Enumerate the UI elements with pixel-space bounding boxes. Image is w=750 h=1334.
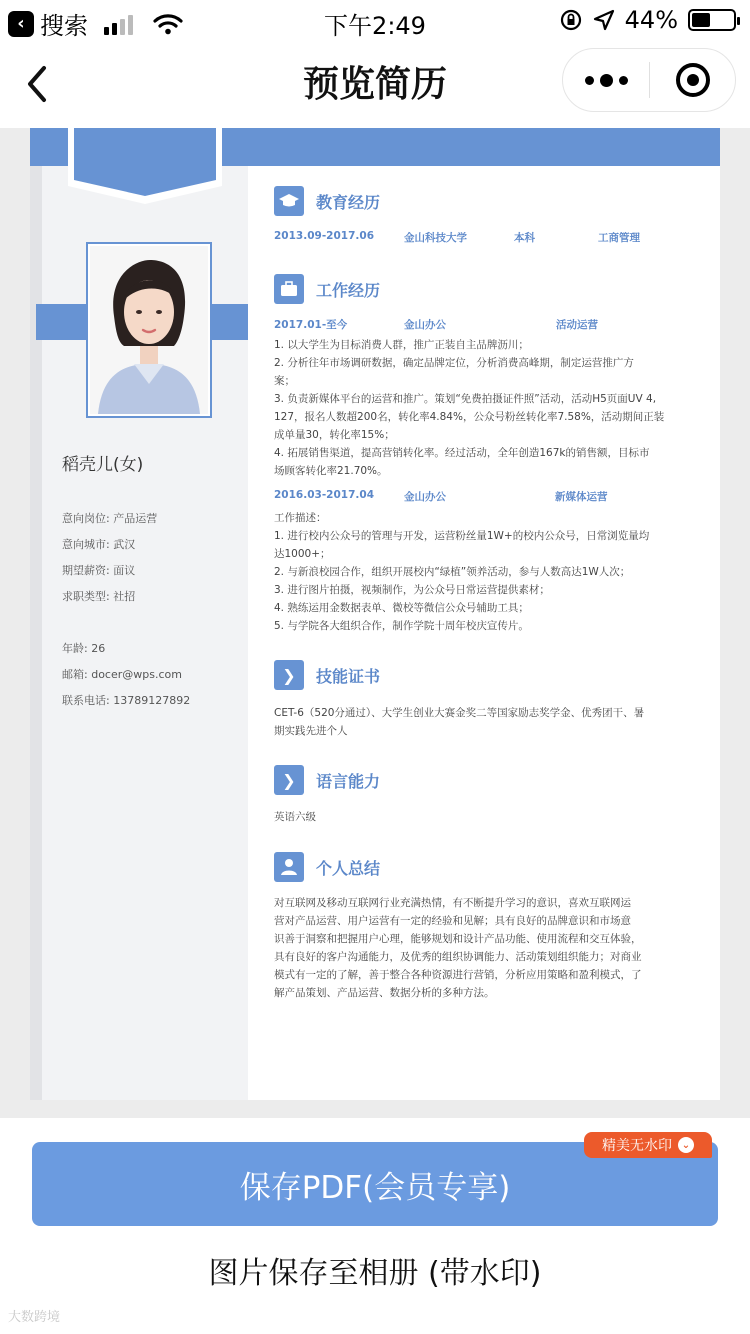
chevron-right-icon: ❯ bbox=[274, 765, 304, 795]
info-value: 武汉 bbox=[113, 538, 136, 551]
badge-label: 精美无水印 bbox=[602, 1138, 672, 1154]
section-title: 个人总结 bbox=[316, 858, 381, 878]
info-row bbox=[62, 562, 135, 578]
info-value: 面议 bbox=[113, 564, 136, 577]
info-label: 意向城市: bbox=[62, 538, 110, 551]
job-role: 新媒体运营 bbox=[555, 491, 608, 503]
info-label: 期望薪资: bbox=[62, 564, 110, 577]
contact-row bbox=[62, 666, 182, 682]
contact-row bbox=[62, 692, 190, 708]
info-row bbox=[62, 588, 135, 604]
contact-value: 26 bbox=[91, 642, 106, 655]
battery-percent: 44% bbox=[624, 6, 678, 34]
education-period: 2013.09-2017.06 bbox=[274, 230, 375, 242]
resume-right-column bbox=[274, 128, 704, 1100]
section-skills bbox=[274, 660, 380, 690]
job-description: 1. 以大学生为目标消费人群，推广正装自主品牌沥川； 2. 分析往年市场调研数据，确定品牌定位，分析消费高峰期，制定运营推广方 案； 3. 负责新媒体平台的运营和推广。策划“免费拍摄证件照”活动，活动H5页面UV 4, 127，报名人数超200名，转化率4.84%，公众号粉丝转化率7.58%，活动期间正装 成单量30，转化率15%； 4. 拓展销售渠道，提高营销转化率。经过活动，全年创造167k的销售额，目标市 场顾客转化率21.70%。 bbox=[274, 339, 665, 477]
orientation-lock-icon bbox=[559, 8, 583, 32]
location-icon bbox=[593, 9, 615, 31]
no-watermark-badge bbox=[584, 1132, 712, 1158]
education-school: 金山科技大学 bbox=[404, 232, 467, 244]
portrait-image bbox=[90, 246, 208, 414]
info-label: 求职类型: bbox=[62, 590, 110, 603]
resume-left-edge bbox=[30, 128, 42, 1100]
chevron-right-icon: ❯ bbox=[274, 660, 304, 690]
pennant-decoration bbox=[68, 128, 222, 204]
close-mini-program-button[interactable] bbox=[650, 63, 735, 97]
job-description: 工作描述： 1. 进行校内公众号的管理与开发，运营粉丝量1W+的校内公众号，日常浏览量均 达1000+； 2. 与新浪校园合作，组织开展校内“绿植”领养活动，参与人数高达1W人次； 3. 进行图片拍摄，视频制作，为公众号日常运营提供素材； 4. 熟练运用金数据表单、微校等微信公众号辅助工具； 5. 与学院各大组织合作，制作学院十周年校庆宣传片。 bbox=[274, 512, 650, 632]
education-major: 工商管理 bbox=[598, 232, 640, 244]
page-title: 预览简历 bbox=[302, 64, 447, 105]
contact-row bbox=[62, 640, 105, 656]
status-right bbox=[559, 6, 736, 34]
summary-text: 对互联网及移动互联网行业充满热情，有不断提升学习的意识，喜欢互联网运 营对产品运营、用户运营有一定的经验和见解；具有良好的品牌意识和市场意 识善于洞察和把握用户心理，能够规划和设计产品功能、使用流程和交互体验， 具有良好的客户沟通能力，及优秀的组织协调能力、活动策划组织能力；对商业 模式有一定的了解，善于整合各种资源进行营销，分析应用策略和盈利模式，了 解产品策划、产品运营、数据分析的多种方法。 bbox=[274, 897, 642, 999]
contact-label: 联系电话: bbox=[62, 694, 110, 707]
more-icon[interactable] bbox=[563, 74, 649, 87]
chevron-down-icon: ⌄ bbox=[678, 1137, 694, 1153]
target-icon bbox=[676, 63, 710, 97]
info-value: 社招 bbox=[113, 590, 136, 603]
resume-preview[interactable] bbox=[0, 128, 750, 1118]
briefcase-icon bbox=[274, 274, 304, 304]
section-title: 语言能力 bbox=[316, 771, 381, 791]
person-icon bbox=[274, 852, 304, 882]
info-label: 意向岗位: bbox=[62, 512, 110, 525]
contact-value: 13789127892 bbox=[113, 694, 191, 707]
contact-label: 邮箱: bbox=[62, 668, 88, 681]
section-title: 教育经历 bbox=[316, 192, 381, 212]
job-company: 金山办公 bbox=[404, 491, 446, 503]
mini-program-capsule bbox=[562, 48, 736, 112]
battery-icon bbox=[688, 9, 736, 31]
save-to-album-link[interactable]: 图片保存至相册 (带水印) bbox=[208, 1256, 542, 1291]
candidate-name: 稻壳儿(女) bbox=[62, 455, 144, 475]
job-period: 2016.03-2017.04 bbox=[274, 489, 375, 501]
nav-bar bbox=[0, 40, 750, 128]
skills-text: CET-6（520分通过）、大学生创业大赛金奖二等国家励志奖学金、优秀团干、暑 期实践先进个人 bbox=[274, 707, 645, 737]
section-work bbox=[274, 274, 380, 304]
language-text: 英语六级 bbox=[274, 811, 316, 823]
status-time: 下午2:49 bbox=[324, 12, 426, 40]
info-row bbox=[62, 536, 135, 552]
job-company: 金山办公 bbox=[404, 319, 446, 331]
save-pdf-button[interactable]: 保存PDF(会员专享) bbox=[32, 1142, 718, 1226]
info-value: 产品运营 bbox=[113, 512, 158, 525]
contact-value: docer@wps.com bbox=[91, 668, 182, 681]
info-row bbox=[62, 510, 157, 526]
resume-sheet bbox=[30, 128, 720, 1100]
profile-photo bbox=[86, 242, 212, 418]
education-degree: 本科 bbox=[514, 232, 535, 244]
section-title: 工作经历 bbox=[316, 280, 381, 300]
watermark-text: 大数跨境 bbox=[8, 1310, 61, 1325]
section-education bbox=[274, 186, 380, 216]
graduation-cap-icon bbox=[274, 186, 304, 216]
contact-label: 年龄: bbox=[62, 642, 88, 655]
section-title: 技能证书 bbox=[316, 666, 381, 686]
section-language bbox=[274, 765, 380, 795]
status-bar bbox=[0, 0, 750, 40]
back-to-app-icon[interactable]: ‹ bbox=[8, 11, 34, 37]
job-role: 活动运营 bbox=[556, 319, 598, 331]
section-summary bbox=[274, 852, 380, 882]
back-app-label[interactable]: 搜索 bbox=[40, 12, 88, 40]
job-period: 2017.01-至今 bbox=[274, 319, 348, 331]
